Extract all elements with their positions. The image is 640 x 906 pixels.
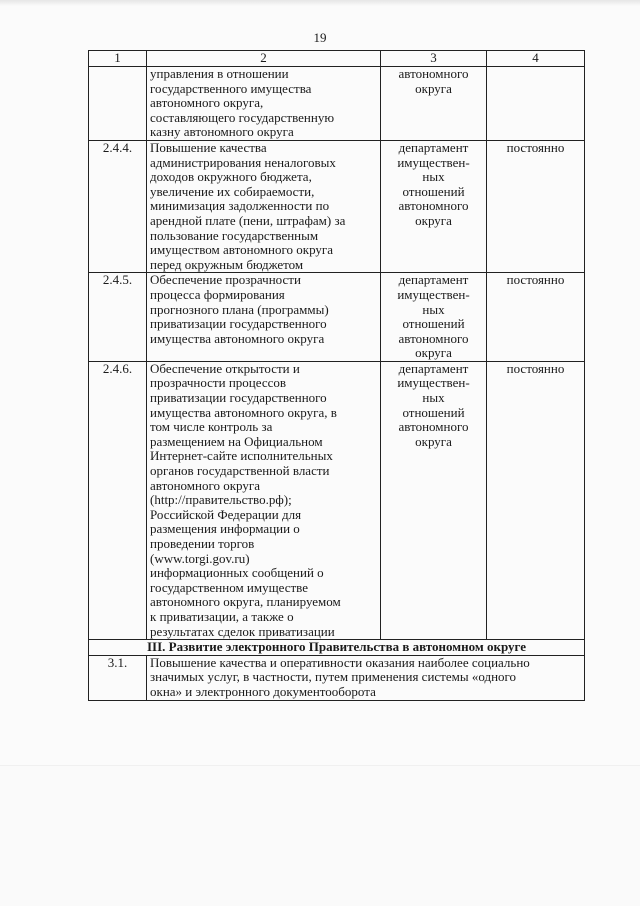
row-measure-line: органов государственной власти (150, 463, 330, 479)
row-responsible-line: округа (415, 433, 452, 449)
row-measure-line: автономного округа, (150, 95, 264, 111)
row-measure (147, 273, 381, 362)
row-measure-line: значимых услуг, в частности, путем применения системы «одного (150, 669, 517, 685)
row-measure-line: минимизация задолженности по (150, 198, 330, 214)
scan-edge-top (0, 0, 640, 6)
row-number: 2.4.4. (89, 140, 147, 272)
row-measure-line: размещения информации о (150, 521, 300, 537)
row-number: 2.4.6. (89, 361, 147, 639)
row-measure (147, 655, 585, 700)
row-responsible-line: имуществен- (397, 375, 470, 391)
table-row (89, 67, 585, 141)
row-term (487, 67, 585, 141)
row-measure-line: процесса формирования (150, 286, 285, 302)
row-responsible-line: ных (422, 301, 445, 317)
row-measure-line: (http://правительство.рф); (150, 492, 292, 508)
row-measure-line: казну автономного округа (150, 124, 294, 140)
row-measure-line: к приватизации, а также о (150, 608, 294, 624)
row-responsible-line: автономного (398, 419, 469, 435)
row-responsible-line: автономного (398, 66, 469, 81)
row-measure-line: Российской Федерации для (150, 506, 302, 522)
row-measure-line: автономного округа, планируемом (150, 594, 341, 610)
row-measure-line: перед окружным бюджетом (150, 256, 304, 272)
row-measure-line: (www.torgi.gov.ru) (150, 550, 250, 566)
header-col-2: 2 (147, 51, 381, 67)
row-measure-line: Обеспечение открытости и (150, 360, 300, 376)
row-measure-line: доходов окружного бюджета, (150, 169, 312, 185)
row-measure-line: окна» и электронного документооборота (150, 683, 376, 699)
row-measure-line: государственном имуществе (150, 579, 308, 595)
table-row (89, 273, 585, 362)
row-measure (147, 361, 381, 639)
row-measure (147, 67, 381, 141)
row-responsible-line: округа (415, 345, 452, 361)
row-responsible-line: ных (422, 169, 445, 185)
row-responsible-line: отношений (402, 183, 465, 199)
row-measure-line: прозрачности процессов (150, 375, 287, 391)
row-responsible (381, 140, 487, 272)
row-responsible-line: автономного (398, 198, 469, 214)
row-measure-line: управления в отношении (150, 66, 289, 81)
row-measure-line: пользование государственным (150, 227, 319, 243)
row-responsible-line: ных (422, 390, 445, 406)
table-row (89, 140, 585, 272)
row-measure-line: Интернет-сайте исполнительных (150, 448, 333, 464)
row-responsible-line: департамент (398, 272, 469, 288)
page-number: 19 (313, 30, 327, 45)
section-heading: III. Развитие электронного Правительства в автономном округе (89, 640, 585, 656)
row-measure-line: Обеспечение прозрачности (150, 272, 301, 288)
row-measure-line: проведении торгов (150, 536, 255, 551)
row-measure-line: государственного имущества (150, 80, 312, 96)
row-responsible (381, 361, 487, 639)
row-measure-line: Повышение качества (150, 139, 267, 155)
row-term: постоянно (487, 361, 585, 639)
row-responsible-line: отношений (402, 316, 465, 332)
row-measure-line: имущества автономного округа, в (150, 404, 337, 420)
blank-page-area (0, 765, 640, 906)
table-row (89, 655, 585, 700)
row-measure-line: арендной плате (пени, штрафам) за (150, 212, 346, 228)
row-responsible-line: округа (415, 80, 452, 96)
header-col-3: 3 (381, 51, 487, 67)
row-responsible (381, 273, 487, 362)
row-measure-line: администрирования неналоговых (150, 154, 336, 170)
row-responsible-line: автономного (398, 330, 469, 346)
row-responsible-line: департамент (398, 360, 469, 376)
row-measure-line: составляющего государственную (150, 109, 335, 125)
plan-table (88, 50, 585, 701)
table-row (89, 361, 585, 639)
row-measure-line: том числе контроль за (150, 419, 273, 435)
row-measure-line: приватизации государственного (150, 390, 327, 406)
row-responsible-line: отношений (402, 404, 465, 420)
row-term: постоянно (487, 140, 585, 272)
row-responsible-line: департамент (398, 139, 469, 155)
row-responsible (381, 67, 487, 141)
row-measure-line: результатах сделок приватизации (150, 623, 335, 639)
row-measure-line: приватизации государственного (150, 316, 327, 332)
table-header-row (89, 51, 585, 67)
row-responsible-line: имуществен- (397, 154, 470, 170)
row-measure-line: увеличение их собираемости, (150, 183, 315, 199)
row-responsible-line: округа (415, 212, 452, 228)
row-responsible-line: имуществен- (397, 286, 470, 302)
header-col-4: 4 (487, 51, 585, 67)
row-number: 2.4.5. (89, 273, 147, 362)
row-measure (147, 140, 381, 272)
row-measure-line: информационных сообщений о (150, 565, 324, 581)
row-number (89, 67, 147, 141)
row-measure-line: автономного округа (150, 477, 260, 493)
row-measure-line: имуществом автономного округа (150, 242, 334, 258)
row-measure-line: прогнозного плана (программы) (150, 301, 329, 317)
header-col-1: 1 (89, 51, 147, 67)
section-heading-row (89, 640, 585, 656)
row-term: постоянно (487, 273, 585, 362)
row-measure-line: имущества автономного округа (150, 330, 325, 346)
row-measure-line: размещением на Официальном (150, 433, 323, 449)
row-number: 3.1. (89, 655, 147, 700)
row-measure-line: Повышение качества и оперативности оказания наиболее социально (150, 654, 530, 670)
